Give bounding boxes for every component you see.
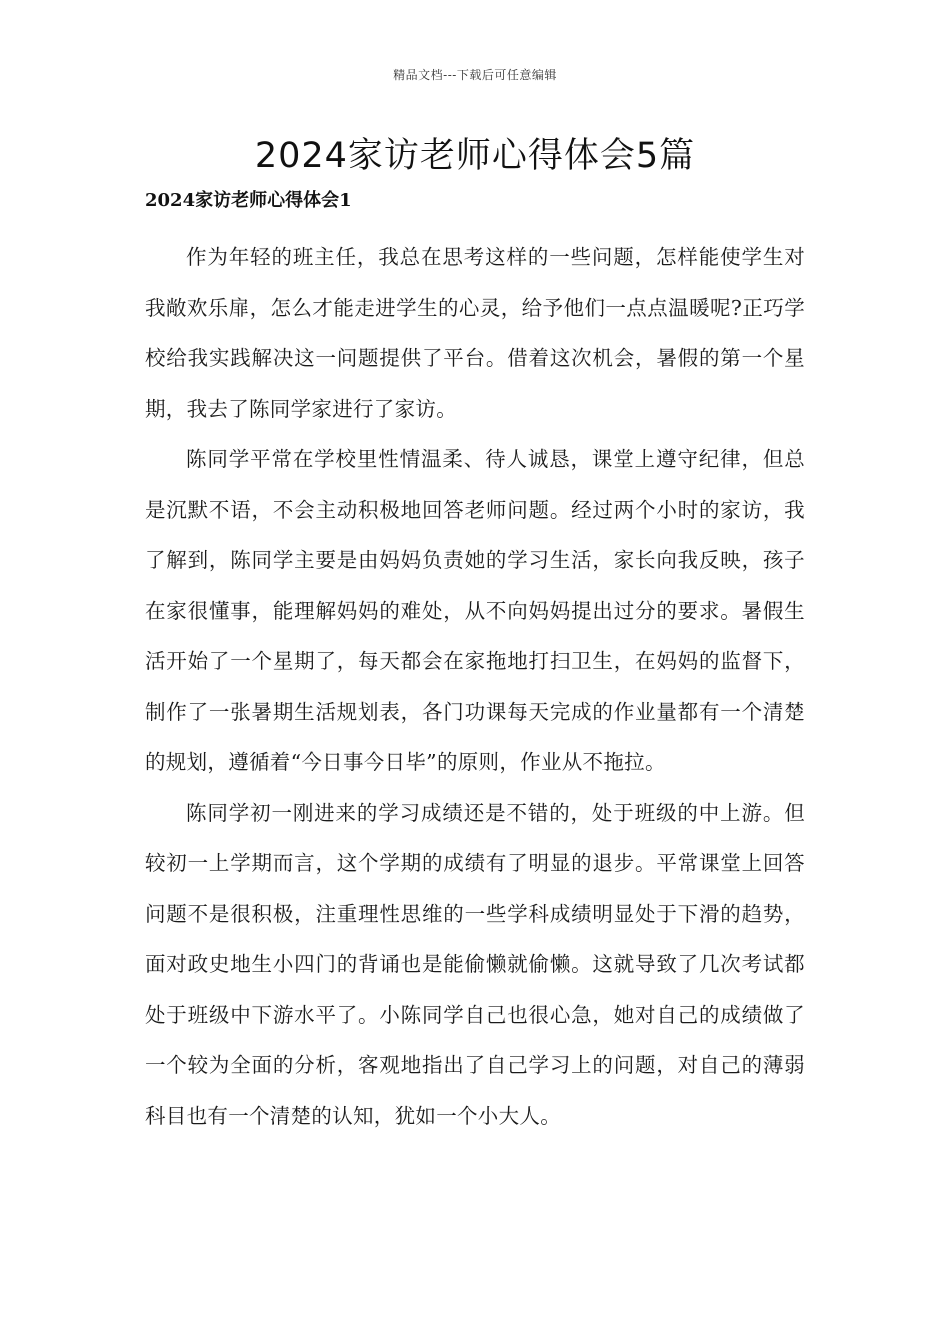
section-heading: 2024家访老师心得体会1 xyxy=(145,190,352,211)
document-title: 2024家访老师心得体会5篇 xyxy=(254,136,696,176)
document-body xyxy=(145,232,805,1141)
paragraph: 陈同学初一刚进来的学习成绩还是不错的，处于班级的中上游。但较初一上学期而言，这个学期的成绩有了明显的退步。平常课堂上回答问题不是很积极，注重理性思维的一些学科成绩明显处于下滑的趋势，面对政史地生小四门的背诵也是能偷懒就偷懒。这就导致了几次考试都处于班级中下游水平了。小陈同学自己也很心急，她对自己的成绩做了一个较为全面的分析，客观地指出了自己学习上的问题，对自己的薄弱科目也有一个清楚的认知，犹如一个小大人。 xyxy=(145,800,805,1128)
paragraph: 陈同学平常在学校里性情温柔、待人诚恳，课堂上遵守纪律，但总是沉默不语，不会主动积极地回答老师问题。经过两个小时的家访，我了解到，陈同学主要是由妈妈负责她的学习生活，家长向我反映，孩子在家很懂事，能理解妈妈的难处，从不向妈妈提出过分的要求。暑假生活开始了一个星期了，每天都会在家拖地打扫卫生，在妈妈的监督下，制作了一张暑期生活规划表，各门功课每天完成的作业量都有一个清楚的规划，遵循着“今日事今日毕”的原则，作业从不拖拉。 xyxy=(145,447,805,774)
header-note: 精品文档---下载后可任意编辑 xyxy=(393,68,557,82)
paragraph: 作为年轻的班主任，我总在思考这样的一些问题，怎样能使学生对我敞欢乐扉，怎么才能走进学生的心灵，给予他们一点点温暖呢?正巧学校给我实践解决这一问题提供了平台。借着这次机会，暑假的第一个星期，我去了陈同学家进行了家访。 xyxy=(145,245,805,421)
